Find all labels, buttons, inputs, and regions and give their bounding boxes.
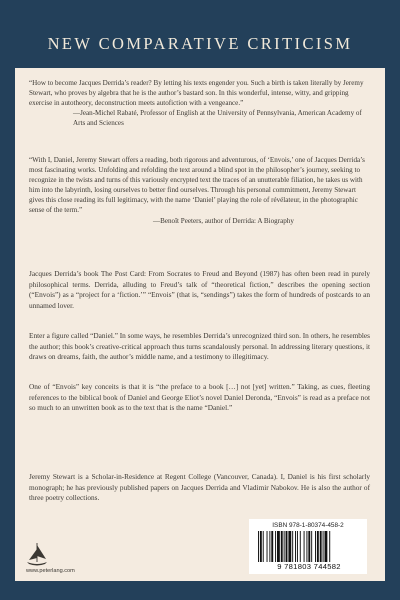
peter-lang-logo-icon [25,542,49,566]
barcode-bar [300,531,301,562]
barcode-bar [260,531,262,562]
barcode-bar [311,531,312,562]
description-paragraph: Jacques Derrida’s book The Post Card: From Socrates to Freud and Beyond (1987) has often been read in purely philosophical terms. Derrida, alluding to Freud’s talk of “theoretical fiction,” describes the opening section (“Envois”) as a “project for a ‘fiction.’” “Envois” (that is, “sendings”) takes the form of hundreds of postcards to an unnamed lover. [29,269,370,310]
barcode-bar [271,531,273,562]
endorsement-quote: “With I, Daniel, Jeremy Stewart offers a reading, both rigorous and adventurous, of ‘Envois,’ one of Jacques Derrida’s most fascinating works. Unfolding and refolding the text around a blind spot in the philosopher’s journey, seeking to recognize in the twists and turns of this variously encrypted text the traces of an unutterable filiation, he takes us with him into the labyrinth, losing ourselves to better find ourselves. Through his personal commitment, Jeremy Stewart gives this close reading its full legitimacy, with the name ‘Daniel’ playing the role of révélateur, in the photographic sense of the term.” [29,156,365,215]
barcode-bar [320,531,322,562]
barcode-bar [292,531,293,562]
barcode-bar [308,531,310,562]
barcode-bar [258,531,259,562]
barcode-bar [269,531,270,562]
isbn-digits: 9 781803 744582 [277,562,341,571]
barcode-bar [281,531,283,562]
barcode-bar [263,531,264,562]
barcode-bar [295,531,296,562]
barcode-bar [288,531,291,562]
endorsement-attribution: —Benoît Peeters, author of Derrida: A Biography [153,216,294,225]
barcode-bar [297,531,298,562]
barcode-bar [304,531,305,562]
author-bio: Jeremy Stewart is a Scholar-in-Residence at Regent College (Vancouver, Canada). I, Daniel is his first scholarly monograph; he has previously published papers on Jacques Derrida and Vladimir Nabokov. He is also the author of three poetry collections. [29,472,370,503]
barcode-bar [323,531,324,562]
barcode-bar [267,531,268,562]
barcode-bar [325,531,328,562]
endorsement-peeters [29,155,368,226]
barcode-bar [306,531,307,562]
isbn-label: ISBN 978-1-80374-458-2 [272,522,344,529]
endorsement-rabate [29,78,368,128]
endorsement-quote: “How to become Jacques Derrida’s reader? By letting his texts engender you. Such a birth is taken literally by Jeremy Stewart, who proves by algebra that he is the author’s bastard son. In this wonderful, intense, witty, and gripping exercise in autotheory, deconstruction meets autofiction with a vengeance.” [29,79,364,108]
barcode-bar [277,531,280,562]
series-title: NEW COMPARATIVE CRITICISM [47,34,353,53]
barcode-bars [258,531,361,562]
barcode-bar [317,531,319,562]
publisher-website: www.peterlang.com [26,568,75,574]
content-panel [15,68,385,581]
barcode-bar [275,531,276,562]
barcode-bar [315,531,316,562]
barcode-bar [329,531,330,562]
isbn-barcode [249,519,367,574]
description-paragraph: One of “Envois” key conceits is that it is “the preface to a book […] not [yet] written.” Taking, as cues, fleeting references to the biblical book of Daniel and George Eliot’s novel Daniel Deronda, “Envois” is read as a preface not so much to an unwritten book as to the text that is the name “Daniel.” [29,382,370,413]
endorsement-attribution: —Jean-Michel Rabaté, Professor of English at the University of Pennsylvania, American Academy of Arts and Sciences [73,109,362,128]
barcode-bar [286,531,288,562]
description-paragraph: Enter a figure called “Daniel.” In some ways, he resembles Derrida’s unrecognized third son. In others, he resembles the author; this book’s creative-critical approach thus turns scandalously personal. In addressing literary questions, it draws on dreams, faith, the author’s middle name, and a testimony to illegitimacy. [29,331,371,362]
barcode-bar [284,531,285,562]
